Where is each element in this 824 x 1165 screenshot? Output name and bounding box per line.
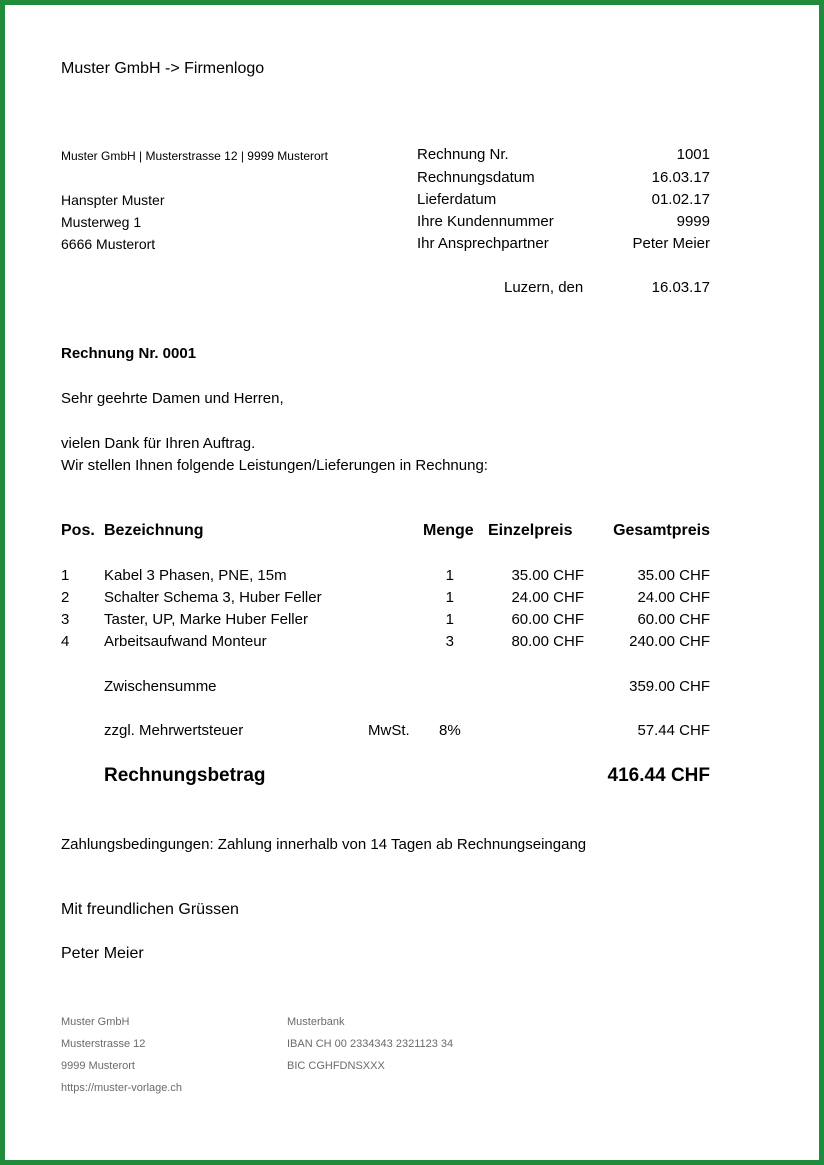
vat-label: zzgl. Mehrwertsteuer <box>104 722 244 739</box>
sender-line: Muster GmbH | Musterstrasse 12 | 9999 Musterort <box>61 149 328 163</box>
table-row-total-price: 240.00 CHF <box>629 633 710 650</box>
meta-label-invoice-date: Rechnungsdatum <box>417 169 535 186</box>
signatory-name: Peter Meier <box>61 945 144 962</box>
meta-label-invoice-no: Rechnung Nr. <box>417 146 509 163</box>
table-row-description: Schalter Schema 3, Huber Feller <box>104 589 322 606</box>
meta-value-customer-no: 9999 <box>676 213 710 230</box>
invoice-title: Rechnung Nr. 0001 <box>61 345 197 362</box>
subtotal-label: Zwischensumme <box>104 678 217 695</box>
table-row-quantity: 1 <box>445 567 454 584</box>
table-row-pos: 2 <box>61 589 70 606</box>
table-row-unit-price: 35.00 CHF <box>511 567 584 584</box>
vat-value: 57.44 CHF <box>637 722 710 739</box>
table-header-quantity: Menge <box>423 522 474 539</box>
meta-value-invoice-date: 16.03.17 <box>651 169 710 186</box>
meta-label-customer-no: Ihre Kundennummer <box>417 213 554 230</box>
footer-company-website: https://muster-vorlage.ch <box>61 1082 183 1094</box>
recipient-city: 6666 Musterort <box>61 236 156 252</box>
footer-bank-iban: IBAN CH 00 2334343 2321123 34 <box>287 1038 454 1050</box>
company-logo-text: Muster GmbH -> Firmenlogo <box>61 60 265 77</box>
table-row-quantity: 1 <box>445 589 454 606</box>
footer-company-street: Musterstrasse 12 <box>61 1038 146 1050</box>
table-row-total-price: 24.00 CHF <box>637 589 710 606</box>
table-row-description: Arbeitsaufwand Monteur <box>104 633 267 650</box>
vat-rate: 8% <box>439 722 461 739</box>
grand-total-value: 416.44 CHF <box>607 765 710 786</box>
recipient-name: Hanspter Muster <box>61 192 165 208</box>
table-row-description: Kabel 3 Phasen, PNE, 15m <box>104 567 287 584</box>
table-header-total-price: Gesamtpreis <box>613 522 710 539</box>
table-row-unit-price: 60.00 CHF <box>511 611 584 628</box>
meta-label-delivery-date: Lieferdatum <box>417 191 497 208</box>
meta-value-delivery-date: 01.02.17 <box>651 191 710 208</box>
closing-greeting: Mit freundlichen Grüssen <box>61 901 239 918</box>
subtotal-value: 359.00 CHF <box>629 678 710 695</box>
table-row-pos: 4 <box>61 633 70 650</box>
payment-terms: Zahlungsbedingungen: Zahlung innerhalb von 14 Tagen ab Rechnungseingang <box>61 836 587 853</box>
table-row-description: Taster, UP, Marke Huber Feller <box>104 611 308 628</box>
table-row-quantity: 3 <box>445 633 454 650</box>
table-row-unit-price: 80.00 CHF <box>511 633 584 650</box>
place-date-label: Luzern, den <box>504 279 584 296</box>
table-header-pos: Pos. <box>61 522 95 539</box>
footer-company-name: Muster GmbH <box>61 1016 130 1028</box>
meta-label-contact: Ihr Ansprechpartner <box>417 235 549 252</box>
salutation: Sehr geehrte Damen und Herren, <box>61 390 284 407</box>
grand-total-label: Rechnungsbetrag <box>104 765 266 786</box>
intro-line-1: vielen Dank für Ihren Auftrag. <box>61 435 256 452</box>
table-header-unit-price: Einzelpreis <box>488 522 573 539</box>
footer-bank-bic: BIC CGHFDNSXXX <box>287 1060 385 1072</box>
table-header-description: Bezeichnung <box>104 522 204 539</box>
vat-tag: MwSt. <box>368 722 410 739</box>
meta-value-contact: Peter Meier <box>632 235 710 252</box>
recipient-street: Musterweg 1 <box>61 214 142 230</box>
table-row-pos: 1 <box>61 567 70 584</box>
table-row-total-price: 60.00 CHF <box>637 611 710 628</box>
place-date-value: 16.03.17 <box>651 279 710 296</box>
table-row-unit-price: 24.00 CHF <box>511 589 584 606</box>
footer-company-city: 9999 Musterort <box>61 1060 135 1072</box>
table-row-total-price: 35.00 CHF <box>637 567 710 584</box>
table-row-quantity: 1 <box>445 611 454 628</box>
intro-line-2: Wir stellen Ihnen folgende Leistungen/Lieferungen in Rechnung: <box>61 457 488 474</box>
table-row-pos: 3 <box>61 611 70 628</box>
meta-value-invoice-no: 1001 <box>676 146 710 163</box>
footer-bank-name: Musterbank <box>287 1016 345 1028</box>
